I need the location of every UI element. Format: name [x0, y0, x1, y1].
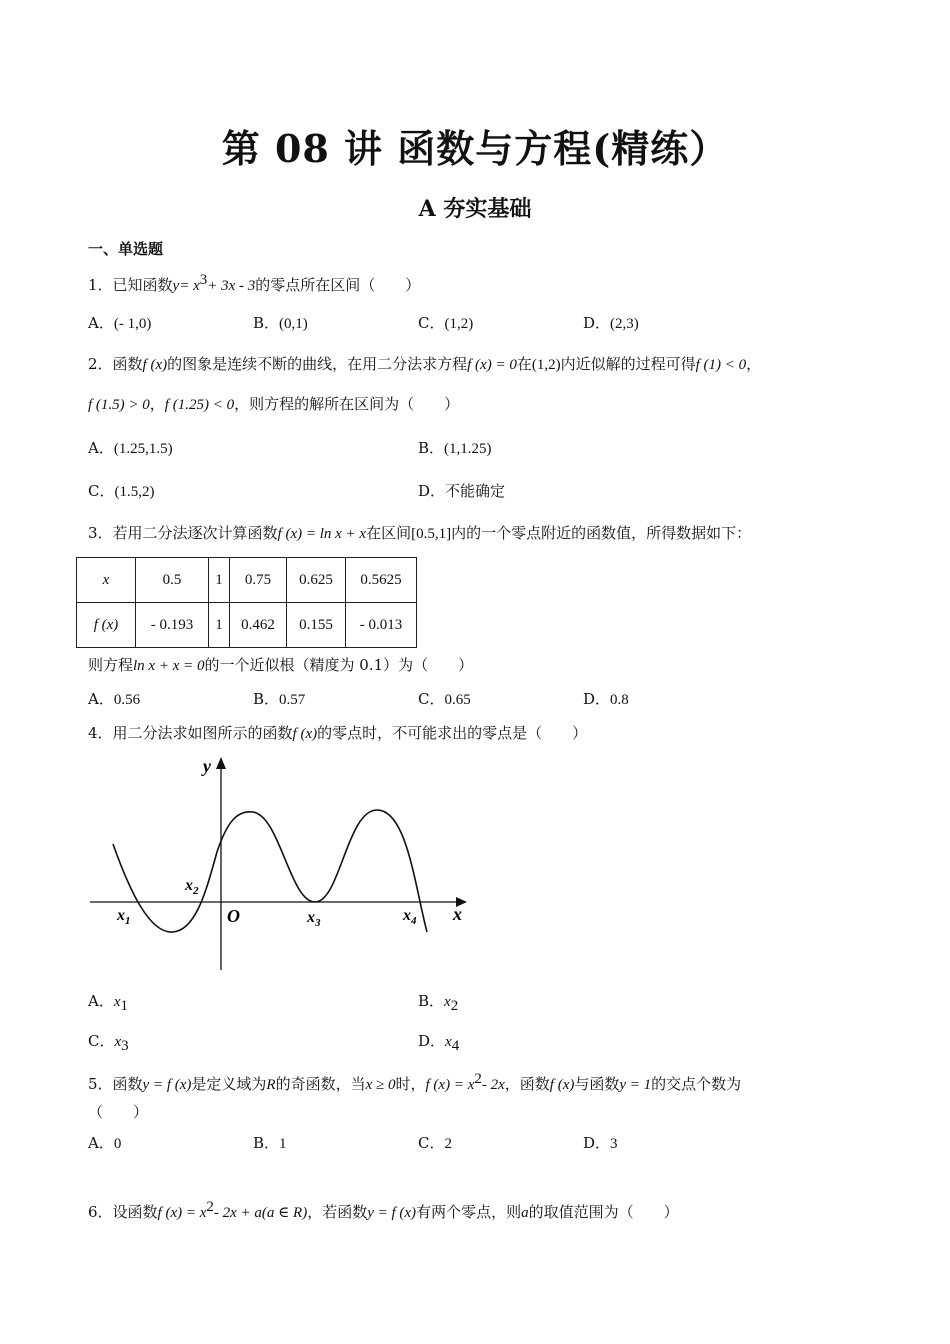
q5-option-c[interactable]: C．2 [418, 1134, 452, 1152]
q2-option-b[interactable]: B．(1,1.25) [418, 439, 492, 457]
question-6: 6．设函数f $(x) = x^2-$ 2x + a(a ∈ R)，若函数y = f (x)有两个零点，则a的取值范围为（ ） [88, 1199, 679, 1221]
question-5: 5．函数y = f (x)是定义域为R的奇函数，当x ≥ 0时，f $(x) = x^2-$ 2x，函数f (x)与函数y = 1的交点个数为 [88, 1071, 742, 1093]
q2-option-c[interactable]: C．(1.5,2) [88, 482, 155, 500]
x-axis-label: x [453, 904, 462, 924]
q1-option-c[interactable]: C．(1,2) [418, 314, 474, 332]
table-cell: f (x) [77, 603, 136, 648]
table-cell: 0.625 [287, 558, 346, 603]
x2-label: $x_2$ [185, 877, 199, 897]
table-cell: - 0.193 [136, 603, 209, 648]
q1-option-a[interactable]: A．(- 1,0) [88, 314, 152, 332]
section-subtitle: A 夯实基础 [418, 196, 532, 222]
table-cell: 0.5 [136, 558, 209, 603]
q1-option-b[interactable]: B．(0,1) [253, 314, 308, 332]
q4-function-graph [85, 752, 480, 977]
table-row [77, 558, 417, 603]
function-curve [113, 810, 427, 932]
table-cell: 1 [209, 603, 230, 648]
table-cell: 1 [209, 558, 230, 603]
question-5-paren: （ ） [88, 1103, 149, 1121]
q2-option-a[interactable]: A．(1.25,1.5) [88, 439, 173, 457]
x1-label: $x_1$ [117, 907, 131, 927]
q5-option-b[interactable]: B．1 [253, 1134, 287, 1152]
section-heading: 一、单选题 [88, 240, 164, 258]
x3-label: $x_3$ [307, 909, 321, 929]
q5-option-a[interactable]: A．0 [88, 1134, 122, 1152]
page-title: 第 08 讲 函数与方程(精练） [221, 126, 729, 171]
question-2: 2．函数f (x)的图象是连续不断的曲线，在用二分法求方程f (x) = 0在(1,2)内近似解的过程可得f (1) < 0， [88, 355, 762, 373]
q5-option-d[interactable]: D．3 [583, 1134, 618, 1152]
table-cell: 0.462 [230, 603, 287, 648]
q1-formula-rest: + 3x - 3 [207, 278, 256, 294]
q3-option-a[interactable]: A．0.56 [88, 690, 141, 708]
table-cell: x [77, 558, 136, 603]
table-cell: 0.75 [230, 558, 287, 603]
question-4: 4．用二分法求如图所示的函数f (x)的零点时，不可能求出的零点是（ ） [88, 724, 588, 742]
question-3: 3．若用二分法逐次计算函数f (x) = ln x + x在区间[0.5,1]内的一个零点附近的函数值，所得数据如下： [88, 524, 752, 542]
table-cell: - 0.013 [346, 603, 417, 648]
q1-formula-y: y [172, 278, 180, 294]
q4-option-c[interactable]: C．$x_3$ [88, 1032, 129, 1054]
question-3-line2: 则方程ln x + x = 0的一个近似根（精度为 0.1）为（ ） [88, 656, 474, 674]
question-2-line2: f (1.5) > 0，f (1.25) < 0，则方程的解所在区间为（ ） [88, 395, 460, 413]
q4-option-d[interactable]: D．$x_4$ [418, 1032, 460, 1054]
y-axis-arrow-icon [216, 757, 226, 769]
table-row [77, 603, 417, 648]
q1-prefix: 1．已知函数 [88, 276, 173, 294]
question-1: 1．已知函数$y= x^3+ 3x - 3$的零点所在区间（ ） [88, 272, 421, 294]
y-axis-label: y [203, 756, 211, 776]
x4-label: $x_4$ [403, 907, 417, 927]
origin-label: O [227, 906, 240, 926]
q3-option-d[interactable]: D．0.8 [583, 690, 629, 708]
q3-option-b[interactable]: B．0.57 [253, 690, 306, 708]
q3-option-c[interactable]: C．0.65 [418, 690, 471, 708]
table-cell: 0.5625 [346, 558, 417, 603]
table-cell: 0.155 [287, 603, 346, 648]
q1-tail: 的零点所在区间（ ） [255, 276, 421, 294]
q1-option-d[interactable]: D．(2,3) [583, 314, 639, 332]
q4-option-b[interactable]: B．$x_2$ [418, 992, 459, 1014]
q1-formula-eq: = x [179, 278, 200, 294]
q3-data-table [76, 557, 417, 648]
q2-option-d[interactable]: D．不能确定 [418, 482, 506, 500]
q4-option-a[interactable]: A．$x_1$ [88, 992, 129, 1014]
